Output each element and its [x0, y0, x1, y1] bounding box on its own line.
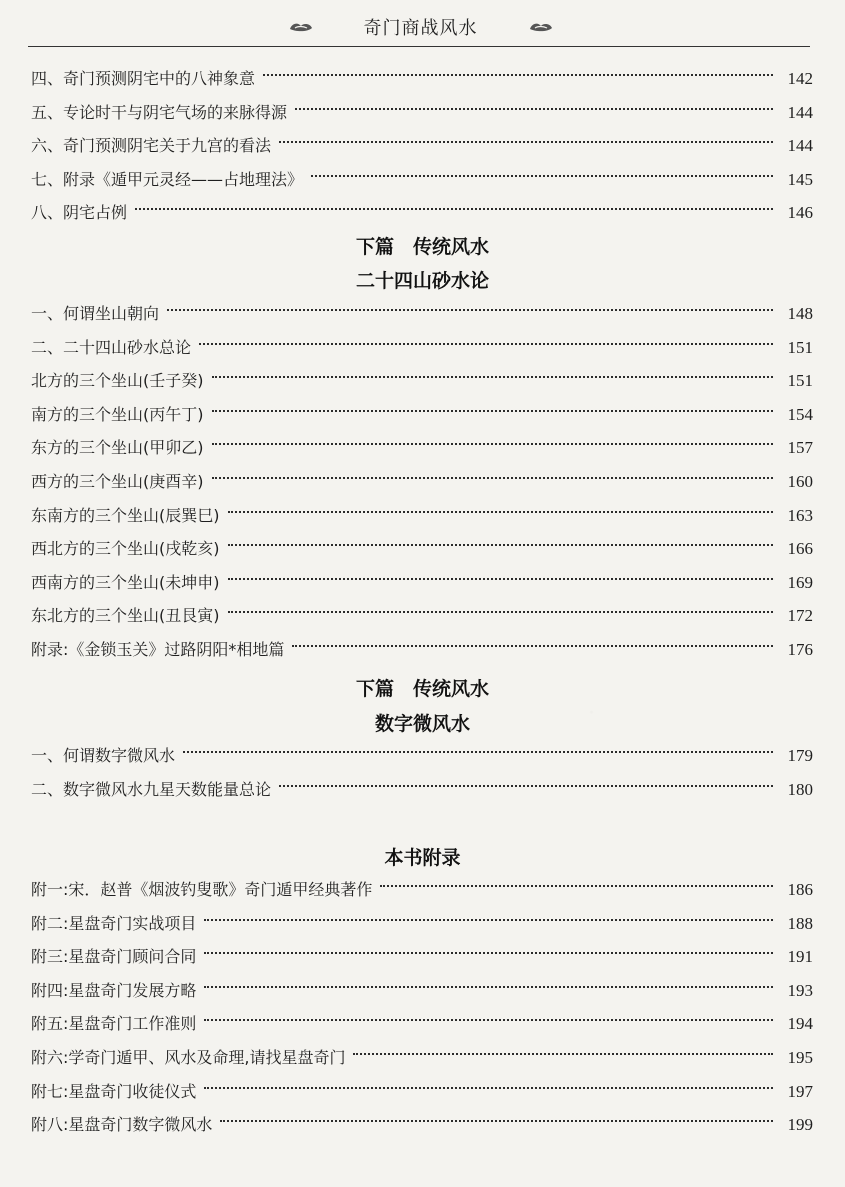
toc-entry-page-number: 146 — [787, 203, 813, 223]
dot-leader — [228, 544, 774, 546]
toc-entry — [31, 398, 813, 432]
toc-entry-page-number: 176 — [787, 639, 813, 659]
toc-entry — [31, 465, 813, 499]
toc-entry-page-number: 180 — [787, 779, 813, 799]
toc-list-yin-house — [31, 62, 813, 230]
toc-entry-page-number: 166 — [787, 539, 813, 559]
toc-entry — [31, 566, 813, 600]
chapter-heading-digital-fengshui: 数字微风水 — [374, 713, 470, 735]
dot-leader — [199, 343, 773, 345]
dot-leader — [292, 645, 773, 647]
header-divider — [28, 46, 810, 47]
part-heading-traditional-fengshui-2: 下篇 传统风水 — [355, 678, 489, 700]
toc-entry-page-number: 195 — [787, 1047, 813, 1067]
toc-entry-title: 西方的三个坐山(庚酉辛) — [31, 471, 204, 491]
book-title: 奇门商战风水 — [363, 18, 478, 39]
dot-leader — [212, 443, 774, 445]
dot-leader — [204, 919, 773, 921]
toc-entry-title: 附八:星盘奇门数字微风水 — [31, 1115, 213, 1135]
appendix-heading: 本书附录 — [384, 847, 461, 869]
toc-entry-title: 附七:星盘奇门收徒仪式 — [31, 1081, 197, 1101]
toc-entry — [31, 532, 813, 566]
toc-entry-page-number: 172 — [787, 606, 813, 626]
toc-entry — [31, 96, 813, 130]
toc-entry-title: 南方的三个坐山(丙午丁) — [31, 404, 204, 424]
toc-entry — [31, 431, 813, 465]
toc-entry-page-number: 163 — [787, 505, 813, 525]
toc-entry — [31, 129, 813, 163]
toc-entry — [31, 974, 813, 1008]
toc-entry-page-number: 160 — [787, 471, 813, 491]
dot-leader — [279, 141, 773, 143]
toc-entry-page-number: 191 — [787, 947, 813, 967]
toc-entry-title: 附一:宋．赵普《烟波钓叟歌》奇门遁甲经典著作 — [31, 880, 373, 899]
toc-entry-page-number: 186 — [787, 880, 813, 899]
toc-entry-title: 六、奇门预测阴宅关于九宫的看法 — [31, 136, 272, 156]
dot-leader — [167, 309, 773, 311]
dot-leader — [295, 108, 773, 110]
toc-entry-page-number: 194 — [787, 1014, 813, 1034]
toc-entry-title: 一、何谓坐山朝向 — [31, 304, 160, 323]
toc-entry-title: 东北方的三个坐山(丑艮寅) — [31, 606, 220, 626]
toc-list-appendix — [31, 873, 813, 1142]
toc-entry-title: 附五:星盘奇门工作准则 — [31, 1014, 197, 1034]
dot-leader — [204, 986, 773, 988]
toc-entry-title: 四、奇门预测阴宅中的八神象意 — [31, 69, 256, 88]
toc-entry — [31, 499, 813, 533]
toc-entry-title: 东方的三个坐山(甲卯乙) — [31, 438, 204, 458]
dot-leader — [212, 376, 774, 378]
toc-entry-page-number: 145 — [787, 169, 813, 189]
dot-leader — [380, 885, 773, 887]
toc-entry-page-number: 179 — [787, 746, 813, 765]
toc-entry-page-number: 144 — [787, 136, 813, 156]
toc-entry-page-number: 154 — [787, 404, 813, 424]
toc-entry-title: 一、何谓数字微风水 — [31, 746, 176, 765]
toc-entry — [31, 940, 813, 974]
cloud-ornament-left-icon — [288, 20, 314, 34]
toc-entry — [31, 364, 813, 398]
toc-entry — [31, 633, 813, 667]
dot-leader — [228, 611, 774, 613]
toc-entry — [31, 873, 813, 907]
toc-entry — [31, 196, 813, 230]
toc-entry-title: 附六:学奇门遁甲、风水及命理,请找星盘奇门 — [31, 1047, 346, 1067]
dot-leader — [135, 208, 773, 210]
toc-entry-title: 七、附录《遁甲元灵经——占地理法》 — [31, 169, 304, 189]
toc-entry-title: 附三:星盘奇门顾问合同 — [31, 947, 197, 967]
toc-entry — [31, 1041, 813, 1075]
toc-entry-title: 北方的三个坐山(壬子癸) — [31, 371, 204, 391]
toc-entry-page-number: 151 — [787, 371, 813, 391]
dot-leader — [212, 477, 774, 479]
dot-leader — [212, 410, 774, 412]
toc-entry-page-number: 157 — [787, 438, 813, 458]
toc-entry-title: 二、二十四山砂水总论 — [31, 337, 192, 357]
dot-leader — [228, 578, 774, 580]
toc-entry-page-number: 193 — [787, 980, 813, 1000]
toc-entry-page-number: 142 — [787, 69, 813, 88]
toc-entry-title: 附四:星盘奇门发展方略 — [31, 980, 197, 1000]
dot-leader — [204, 1019, 773, 1021]
toc-entry-title: 二、数字微风水九星天数能量总论 — [31, 779, 272, 799]
toc-entry-page-number: 151 — [787, 337, 813, 357]
dot-leader — [220, 1120, 773, 1122]
toc-entry-title: 东南方的三个坐山(辰巽巳) — [31, 505, 220, 525]
toc-entry-title: 五、专论时干与阴宅气场的来脉得源 — [31, 102, 288, 122]
toc-entry — [31, 599, 813, 633]
dot-leader — [204, 952, 773, 954]
running-header — [28, 8, 813, 46]
toc-entry — [31, 297, 813, 331]
toc-entry — [31, 773, 813, 807]
dot-leader — [353, 1053, 773, 1055]
toc-entry-page-number: 144 — [787, 102, 813, 122]
dot-leader — [183, 751, 773, 753]
toc-entry — [31, 1007, 813, 1041]
toc-entry-title: 八、阴宅占例 — [31, 203, 128, 223]
toc-list-digital-fengshui — [31, 739, 813, 806]
toc-entry — [31, 739, 813, 773]
dot-leader — [228, 511, 774, 513]
toc-entry-page-number: 169 — [787, 572, 813, 592]
toc-entry-page-number: 188 — [787, 913, 813, 933]
chapter-heading-24-mountains: 二十四山砂水论 — [355, 270, 489, 292]
toc-entry — [31, 331, 813, 365]
cloud-ornament-right-icon — [528, 20, 554, 34]
toc-entry-title: 西南方的三个坐山(未坤申) — [31, 572, 220, 592]
toc-entry — [31, 1075, 813, 1109]
dot-leader — [279, 785, 773, 787]
dot-leader — [263, 74, 773, 76]
part-heading-traditional-fengshui: 下篇 传统风水 — [355, 236, 489, 258]
toc-entry-page-number: 197 — [787, 1081, 813, 1101]
toc-entry-title: 西北方的三个坐山(戌乾亥) — [31, 539, 220, 559]
dot-leader — [311, 175, 773, 177]
toc-entry-title: 附录:《金锁玉关》过路阴阳*相地篇 — [31, 639, 285, 659]
toc-entry-title: 附二:星盘奇门实战项目 — [31, 913, 197, 933]
toc-entry — [31, 1108, 813, 1142]
toc-list-24-mountains — [31, 297, 813, 667]
dot-leader — [204, 1087, 773, 1089]
toc-entry — [31, 907, 813, 941]
toc-entry — [31, 62, 813, 96]
toc-entry-page-number: 199 — [787, 1115, 813, 1135]
toc-entry — [31, 163, 813, 197]
toc-entry-page-number: 148 — [787, 304, 813, 323]
